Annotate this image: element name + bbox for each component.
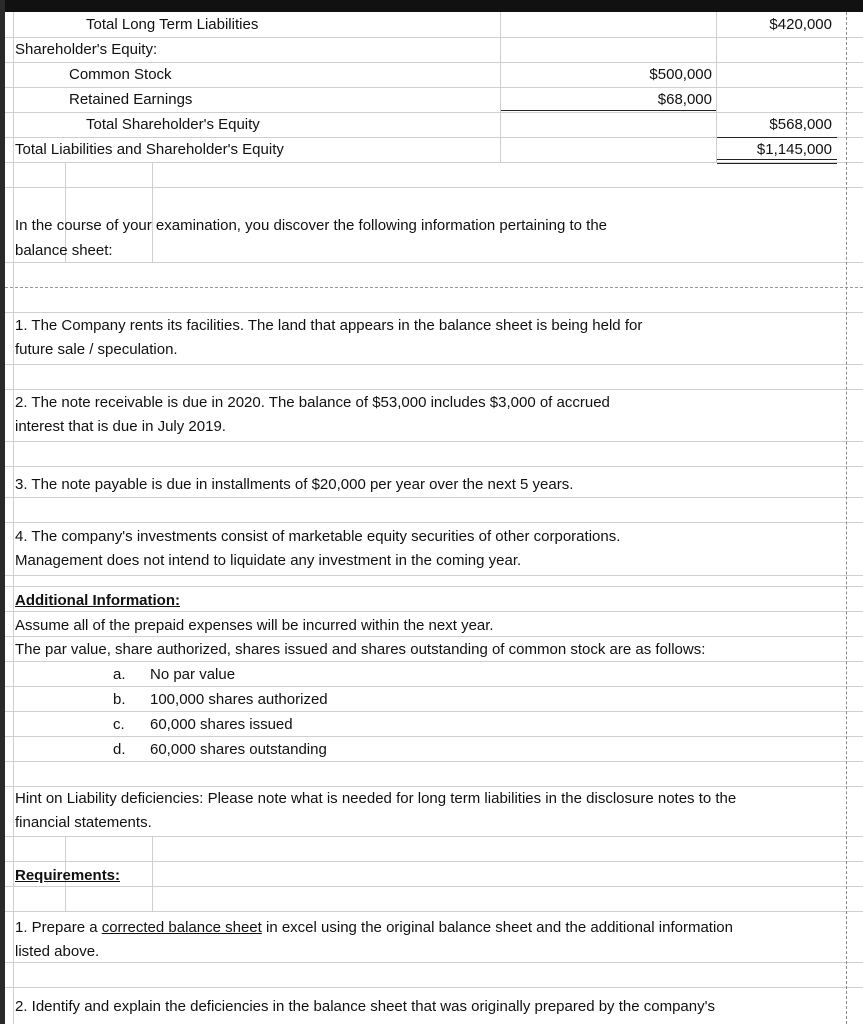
- requirement-1-line-1[interactable]: [15, 919, 733, 937]
- item-letter[interactable]: a.: [113, 666, 126, 683]
- gridline: [5, 287, 863, 288]
- gridline: [5, 187, 863, 188]
- gridline: [5, 389, 863, 390]
- finding-1-line-2[interactable]: future sale / speculation.: [15, 341, 178, 358]
- total-liab-equity-amount[interactable]: $1,145,000: [756, 141, 832, 158]
- item-text[interactable]: No par value: [150, 666, 236, 683]
- requirement-1-line-2[interactable]: listed above.: [15, 943, 100, 960]
- gridline: [5, 636, 863, 637]
- equity-header[interactable]: Shareholder's Equity:: [15, 41, 158, 58]
- additional-line-1[interactable]: Assume all of the prepaid expenses will be incurred within the next year.: [15, 617, 494, 634]
- gridline: [5, 736, 863, 737]
- gridline: [5, 711, 863, 712]
- retained-earnings-label[interactable]: Retained Earnings: [69, 91, 193, 108]
- total-lt-liabilities-label[interactable]: Total Long Term Liabilities: [86, 16, 259, 33]
- gridline: [5, 466, 863, 467]
- gridline: [5, 522, 863, 523]
- item-letter[interactable]: b.: [113, 691, 126, 708]
- common-stock-label[interactable]: Common Stock: [69, 66, 172, 83]
- subtotal-border: [501, 110, 716, 111]
- gridline: [152, 836, 153, 912]
- gridline: [5, 761, 863, 762]
- finding-3-line-1[interactable]: 3. The note payable is due in installments of $20,000 per year over the next 5 years.: [15, 476, 574, 493]
- gridline: [152, 162, 153, 262]
- additional-line-2[interactable]: The par value, share authorized, shares issued and shares outstanding of common stock are as follows:: [15, 641, 706, 658]
- item-text[interactable]: 60,000 shares outstanding: [150, 741, 327, 758]
- total-equity-amount[interactable]: $568,000: [769, 116, 832, 133]
- gridline: [5, 987, 863, 988]
- gridline: [5, 886, 863, 887]
- total-liab-equity-label[interactable]: Total Liabilities and Shareholder's Equity: [15, 141, 284, 158]
- gridline: [5, 686, 863, 687]
- hint-line-2[interactable]: financial statements.: [15, 814, 152, 831]
- requirement-2-line-1[interactable]: 2. Identify and explain the deficiencies in the balance sheet that was originally prepared by the company's: [15, 998, 715, 1015]
- finding-4-line-1[interactable]: 4. The company's investments consist of marketable equity securities of other corporations.: [15, 528, 621, 545]
- finding-1-line-1[interactable]: 1. The Company rents its facilities. The land that appears in the balance sheet is being held for: [15, 317, 643, 334]
- additional-info-heading[interactable]: Additional Information:: [15, 592, 180, 609]
- gridline: [500, 12, 501, 162]
- gridline: [5, 497, 863, 498]
- intro-line-2[interactable]: balance sheet:: [15, 242, 113, 259]
- gridline: [5, 364, 863, 365]
- gridline: [5, 441, 863, 442]
- intro-line-1[interactable]: In the course of your examination, you discover the following information pertaining to the: [15, 217, 608, 234]
- gridline: [5, 112, 863, 113]
- gridline: [5, 62, 863, 63]
- common-stock-amount[interactable]: $500,000: [649, 66, 712, 83]
- gridline: [5, 836, 863, 837]
- gridline: [716, 12, 717, 162]
- item-text[interactable]: 60,000 shares issued: [150, 716, 293, 733]
- gridline: [5, 37, 863, 38]
- finding-4-line-2[interactable]: Management does not intend to liquidate any investment in the coming year.: [15, 552, 522, 569]
- gridline: [5, 87, 863, 88]
- gridline: [5, 312, 863, 313]
- row-header-strip: [0, 0, 5, 1024]
- total-lt-liabilities-amount[interactable]: $420,000: [769, 16, 832, 33]
- hint-line-1[interactable]: Hint on Liability deficiencies: Please note what is needed for long term liabilities in the disclosure notes to the: [15, 790, 737, 807]
- finding-2-line-1[interactable]: 2. The note receivable is due in 2020. The balance of $53,000 includes $3,000 of accrued: [15, 394, 610, 411]
- double-underline: [717, 159, 837, 164]
- gridline: [5, 262, 863, 263]
- gridline: [5, 861, 863, 862]
- total-equity-label[interactable]: Total Shareholder's Equity: [86, 116, 260, 133]
- requirements-heading[interactable]: Requirements:: [15, 867, 121, 884]
- item-letter[interactable]: d.: [113, 741, 126, 758]
- gridline: [13, 12, 14, 1024]
- item-letter[interactable]: c.: [113, 716, 125, 733]
- gridline: [5, 661, 863, 662]
- gridline: [5, 962, 863, 963]
- gridline: [5, 575, 863, 576]
- page-break-line: [846, 12, 847, 1024]
- retained-earnings-amount[interactable]: $68,000: [657, 91, 712, 108]
- gridline: [5, 786, 863, 787]
- column-header-bar: [0, 0, 863, 12]
- requirement-1-suffix: in excel using the original balance sheet and the additional information: [261, 919, 733, 936]
- gridline: [5, 611, 863, 612]
- gridline: [5, 911, 863, 912]
- total-top-border: [717, 137, 837, 138]
- item-text[interactable]: 100,000 shares authorized: [150, 691, 328, 708]
- gridline: [5, 586, 863, 587]
- finding-2-line-2[interactable]: interest that is due in July 2019.: [15, 418, 226, 435]
- requirement-1-prefix: 1. Prepare a: [15, 919, 102, 936]
- corrected-balance-sheet-text: corrected balance sheet: [101, 919, 262, 936]
